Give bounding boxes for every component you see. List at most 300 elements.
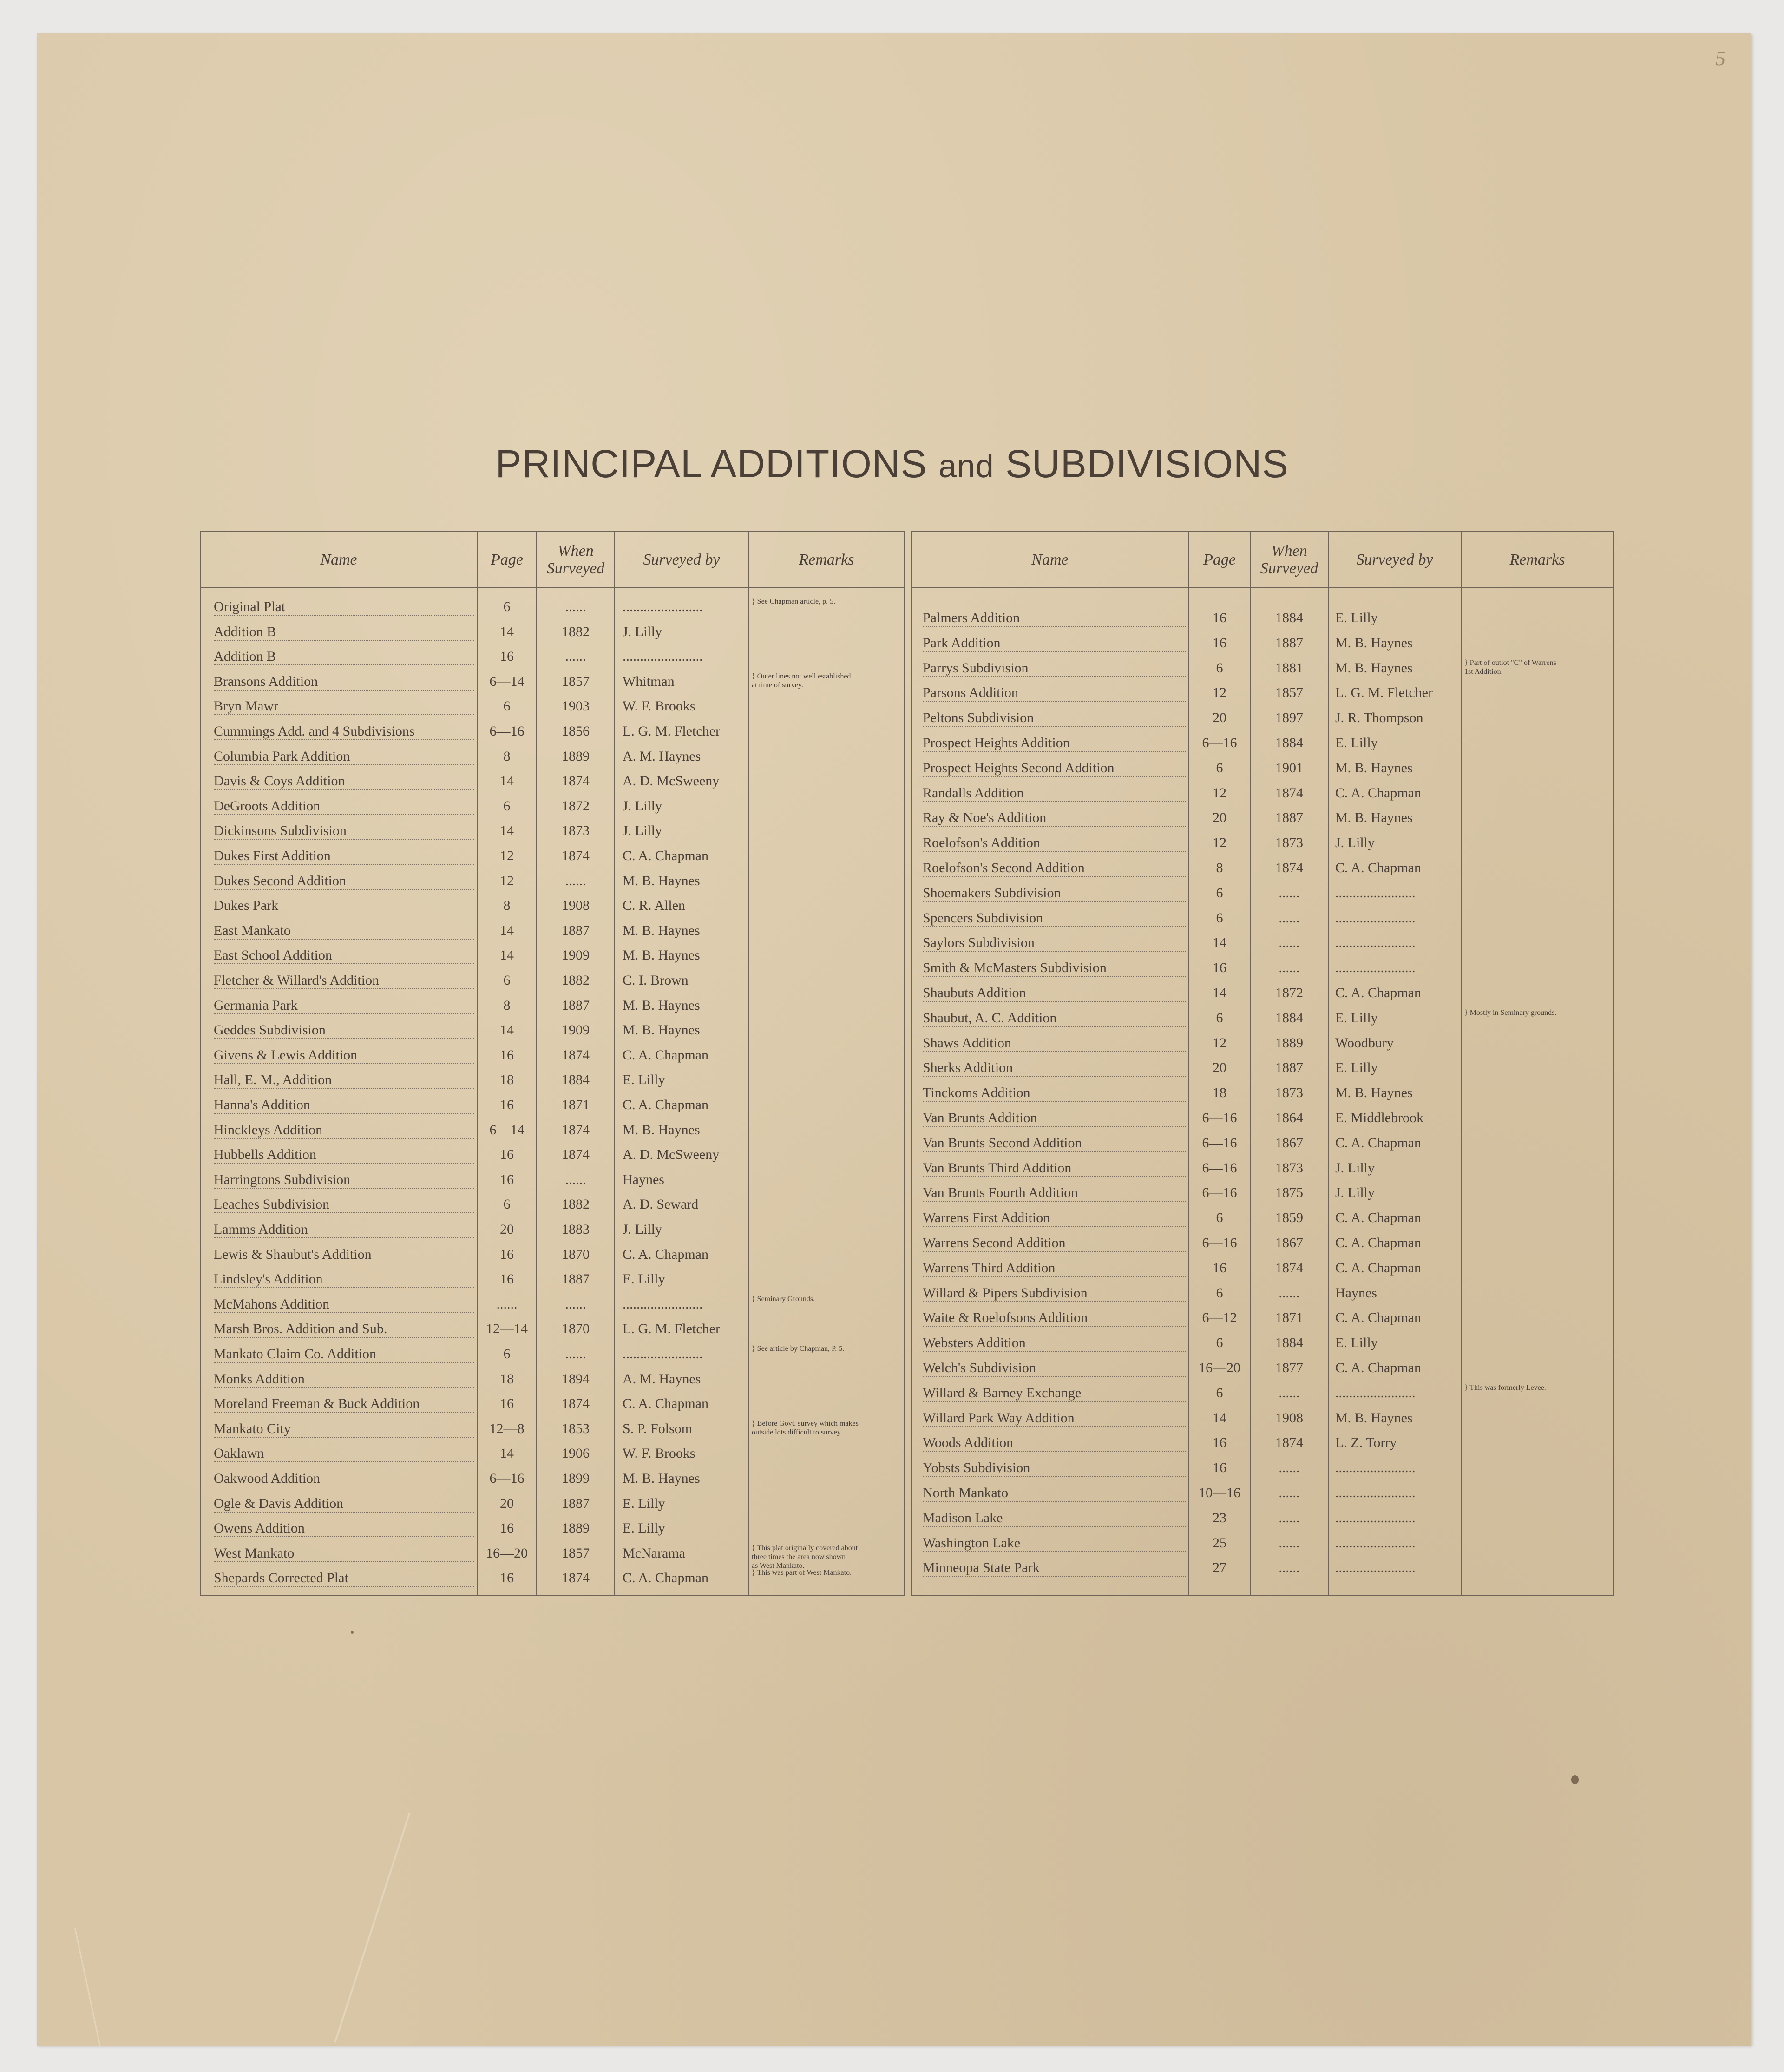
table-row	[912, 756, 1613, 781]
row-surveyed-by: J. R. Thompson	[1335, 710, 1423, 726]
table-row	[201, 1367, 904, 1392]
header-page: Page	[1203, 551, 1236, 568]
row-surveyed-by: A. M. Haynes	[623, 1371, 701, 1387]
row-when-surveyed: 1908	[1275, 1410, 1303, 1426]
table-row	[201, 1316, 904, 1342]
row-when-surveyed: 1874	[562, 1570, 590, 1586]
table-row	[201, 843, 904, 868]
row-when-surveyed: 1884	[1275, 1010, 1303, 1026]
row-when-surveyed: 1867	[1275, 1235, 1303, 1250]
row-page: 14	[500, 922, 514, 938]
row-name: Lamms Addition	[214, 1217, 474, 1238]
table-row	[912, 855, 1613, 881]
row-page: 14	[1213, 935, 1226, 951]
row-name: Woods Addition	[923, 1430, 1186, 1452]
row-surveyed-by: A. M. Haynes	[623, 748, 701, 764]
row-page: ......	[496, 1296, 518, 1312]
row-surveyed-by: Haynes	[623, 1171, 664, 1187]
row-when-surveyed: ......	[565, 1171, 586, 1187]
row-name: Hanna's Addition	[214, 1092, 474, 1114]
row-name: Prospect Heights Addition	[923, 730, 1186, 752]
row-name: Fletcher & Willard's Addition	[214, 968, 474, 989]
row-name: Warrens Third Addition	[923, 1256, 1186, 1277]
row-page: 16	[500, 1047, 514, 1063]
row-name: Cummings Add. and 4 Subdivisions	[214, 719, 474, 740]
row-when-surveyed: 1884	[1275, 1335, 1303, 1351]
row-name: Ray & Noe's Addition	[923, 805, 1186, 827]
row-when-surveyed: 1909	[562, 1022, 590, 1038]
table-row	[912, 830, 1613, 855]
table-row	[912, 1555, 1613, 1580]
header-when-surveyed	[537, 532, 614, 588]
row-name: Bryn Mawr	[214, 694, 474, 715]
row-surveyed-by: M. B. Haynes	[1335, 1085, 1413, 1101]
row-name: Addition B	[214, 644, 474, 665]
row-surveyed-by: E. Middlebrook	[1335, 1110, 1423, 1125]
row-name: Dukes Park	[214, 893, 474, 914]
row-when-surveyed: 1871	[562, 1097, 590, 1112]
row-name: Hubbells Addition	[214, 1142, 474, 1164]
row-surveyed-by: C. A. Chapman	[623, 848, 708, 863]
row-page: 20	[1213, 710, 1226, 726]
row-when-surveyed: 1874	[562, 1396, 590, 1412]
row-page: 16	[1213, 960, 1226, 976]
row-name: Minneopa State Park	[923, 1555, 1186, 1577]
table-row	[912, 781, 1613, 806]
row-page: 16	[1213, 1460, 1226, 1476]
row-surveyed-by: M. B. Haynes	[623, 947, 700, 963]
row-surveyed-by: .......................	[1335, 885, 1416, 901]
row-when-surveyed: 1874	[562, 1147, 590, 1163]
header-when-surveyed	[1251, 532, 1328, 588]
row-name: Givens & Lewis Addition	[214, 1043, 474, 1064]
table-row	[912, 705, 1613, 730]
row-name: McMahons Addition	[214, 1292, 474, 1313]
row-page: 6	[1216, 1335, 1223, 1351]
row-surveyed-by: Whitman	[623, 673, 675, 689]
table-row	[201, 644, 904, 669]
row-when-surveyed: 1882	[562, 624, 590, 639]
row-page: 12—14	[486, 1321, 528, 1337]
row-name: Shaubut, A. C. Addition	[923, 1006, 1186, 1027]
table-row	[912, 1156, 1613, 1181]
row-name: West Mankato	[214, 1541, 474, 1562]
row-name: Davis & Coys Addition	[214, 769, 474, 790]
table-row	[912, 1406, 1613, 1431]
table-row	[201, 918, 904, 943]
row-when-surveyed: 1859	[1275, 1210, 1303, 1226]
table-row	[201, 719, 904, 744]
row-surveyed-by: C. A. Chapman	[623, 1246, 708, 1262]
table-row	[912, 1031, 1613, 1056]
row-page: 20	[500, 1495, 514, 1511]
row-page: 6	[1216, 885, 1223, 901]
row-name: Mankato City	[214, 1416, 474, 1438]
row-when-surveyed: 1857	[562, 1545, 590, 1561]
row-page: 12	[1213, 835, 1226, 851]
table-row	[201, 818, 904, 843]
row-page: 12	[1213, 685, 1226, 701]
row-when-surveyed: 1857	[1275, 685, 1303, 701]
row-page: 16	[500, 1520, 514, 1536]
row-name: Geddes Subdivision	[214, 1018, 474, 1039]
row-surveyed-by: L. G. M. Fletcher	[623, 1321, 720, 1337]
row-when-surveyed: ......	[565, 599, 586, 614]
table-row	[912, 980, 1613, 1006]
row-name: Dukes Second Addition	[214, 868, 474, 890]
row-surveyed-by: .......................	[1335, 1560, 1416, 1576]
row-surveyed-by: E. Lilly	[1335, 610, 1378, 625]
row-name: Shaws Addition	[923, 1031, 1186, 1052]
table-row	[201, 1267, 904, 1292]
table-row	[912, 1531, 1613, 1556]
row-surveyed-by: .......................	[1335, 960, 1416, 976]
row-when-surveyed: 1872	[562, 798, 590, 814]
table-row	[912, 1256, 1613, 1281]
table-row	[912, 1180, 1613, 1205]
row-name: Addition B	[214, 619, 474, 641]
row-when-surveyed: 1870	[562, 1321, 590, 1337]
table-row	[201, 1142, 904, 1167]
row-page: 27	[1213, 1560, 1226, 1576]
header-surveyed-by: Surveyed by	[643, 551, 720, 568]
title-main: PRINCIPAL ADDITIONS	[495, 442, 927, 486]
row-name: East School Addition	[214, 943, 474, 964]
table-row	[912, 680, 1613, 705]
row-surveyed-by: J. Lilly	[623, 823, 662, 839]
row-when-surveyed: 1882	[562, 973, 590, 988]
row-when-surveyed: 1873	[562, 823, 590, 839]
row-surveyed-by: McNarama	[623, 1545, 685, 1561]
row-surveyed-by: A. D. McSweeny	[623, 773, 720, 789]
row-name: Van Brunts Addition	[923, 1105, 1186, 1127]
row-name: Tinckoms Addition	[923, 1080, 1186, 1102]
row-when-surveyed: 1882	[562, 1197, 590, 1212]
row-when-surveyed: ......	[1279, 1485, 1300, 1500]
table-row	[912, 605, 1613, 631]
row-surveyed-by: A. D. McSweeny	[623, 1147, 720, 1163]
row-name: Roelofson's Addition	[923, 830, 1186, 852]
row-page: 14	[500, 823, 514, 839]
row-surveyed-by: M. B. Haynes	[623, 1122, 700, 1138]
row-page: 6—16	[1202, 1135, 1237, 1151]
row-when-surveyed: 1901	[1275, 760, 1303, 776]
row-page: 6—16	[1202, 1110, 1237, 1125]
row-page: 16	[500, 649, 514, 664]
row-name: Spencers Subdivision	[923, 906, 1186, 927]
row-when-surveyed: 1887	[562, 922, 590, 938]
row-name: Marsh Bros. Addition and Sub.	[214, 1316, 474, 1338]
table-row	[201, 794, 904, 819]
row-name: Original Plat	[214, 594, 474, 616]
row-name: Owens Addition	[214, 1516, 474, 1537]
row-surveyed-by: .......................	[623, 649, 703, 664]
table-row	[201, 968, 904, 993]
row-when-surveyed: 1867	[1275, 1135, 1303, 1151]
row-page: 6—12	[1202, 1310, 1237, 1326]
row-when-surveyed: 1887	[562, 1271, 590, 1287]
row-when-surveyed: 1909	[562, 947, 590, 963]
row-surveyed-by: L. G. M. Fletcher	[623, 724, 720, 739]
row-surveyed-by: Haynes	[1335, 1285, 1377, 1301]
header-divider	[201, 587, 904, 588]
row-when-surveyed: 1887	[1275, 1060, 1303, 1076]
header-name: Name	[320, 551, 357, 568]
row-name: Dukes First Addition	[214, 843, 474, 865]
row-page: 14	[500, 773, 514, 789]
row-surveyed-by: M. B. Haynes	[1335, 760, 1413, 776]
row-page: 6	[503, 698, 511, 714]
row-page: 6	[1216, 1385, 1223, 1401]
header-remarks: Remarks	[1509, 551, 1565, 568]
row-surveyed-by: .......................	[623, 599, 703, 614]
row-page: 12—8	[489, 1421, 525, 1436]
row-when-surveyed: 1874	[1275, 1260, 1303, 1276]
row-when-surveyed: ......	[1279, 935, 1300, 951]
row-name: Lewis & Shaubut's Addition	[214, 1242, 474, 1263]
table-row	[912, 631, 1613, 656]
row-when-surveyed: ......	[565, 873, 586, 888]
row-remark: } Part of outlot "C" of Warrens 1st Addition.	[1464, 658, 1556, 676]
row-name: Peltons Subdivision	[923, 705, 1186, 727]
row-name: Van Brunts Third Addition	[923, 1156, 1186, 1177]
table-row	[912, 906, 1613, 931]
row-when-surveyed: 1874	[562, 848, 590, 863]
table-row	[201, 769, 904, 794]
row-remark: } See article by Chapman, P. 5.	[752, 1345, 845, 1353]
row-page: 23	[1213, 1510, 1226, 1526]
row-surveyed-by: C. A. Chapman	[1335, 985, 1421, 1000]
row-surveyed-by: C. R. Allen	[623, 898, 686, 914]
row-name: Shepards Corrected Plat	[214, 1566, 474, 1587]
table-row	[201, 1167, 904, 1192]
row-surveyed-by: M. B. Haynes	[1335, 660, 1413, 676]
table-row	[912, 730, 1613, 756]
row-surveyed-by: .......................	[1335, 1485, 1416, 1500]
row-name: Palmers Addition	[923, 605, 1186, 627]
row-surveyed-by: .......................	[1335, 935, 1416, 951]
table-row	[201, 1043, 904, 1068]
row-when-surveyed: 1884	[1275, 735, 1303, 750]
header-remarks: Remarks	[799, 551, 854, 568]
row-when-surveyed: ......	[1279, 960, 1300, 976]
row-page: 25	[1213, 1535, 1226, 1551]
table-row	[912, 1205, 1613, 1230]
table-row	[201, 1391, 904, 1416]
row-surveyed-by: Woodbury	[1335, 1035, 1394, 1051]
table-row	[912, 930, 1613, 955]
row-page: 6	[1216, 1285, 1223, 1301]
row-page: 6—16	[1202, 735, 1237, 750]
row-name: Warrens Second Addition	[923, 1230, 1186, 1252]
row-page: 6—16	[489, 724, 525, 739]
table-row	[201, 1018, 904, 1043]
row-surveyed-by: .......................	[623, 1296, 703, 1312]
row-surveyed-by: J. Lilly	[1335, 1185, 1375, 1201]
table-row	[201, 1441, 904, 1466]
row-page: 16	[500, 1097, 514, 1112]
table-row	[201, 893, 904, 918]
row-when-surveyed: ......	[1279, 1285, 1300, 1301]
row-name: Parsons Addition	[923, 680, 1186, 702]
table-row	[912, 1305, 1613, 1330]
row-page: 14	[500, 1022, 514, 1038]
row-page: 6	[1216, 660, 1223, 676]
row-name: Sherks Addition	[923, 1055, 1186, 1077]
row-page: 20	[1213, 1060, 1226, 1076]
row-when-surveyed: 1874	[562, 1122, 590, 1138]
row-name: Hinckleys Addition	[214, 1118, 474, 1139]
row-surveyed-by: L. Z. Torry	[1335, 1435, 1397, 1451]
row-surveyed-by: .......................	[1335, 1535, 1416, 1551]
header-when: When	[1271, 542, 1307, 559]
row-when-surveyed: 1889	[562, 1520, 590, 1536]
table-row	[912, 1480, 1613, 1506]
row-when-surveyed: 1871	[1275, 1310, 1303, 1326]
row-page: 6	[503, 1197, 511, 1212]
row-when-surveyed: 1872	[1275, 985, 1303, 1000]
row-surveyed-by: C. A. Chapman	[623, 1396, 708, 1412]
row-page: 6	[1216, 1210, 1223, 1226]
row-when-surveyed: ......	[1279, 1560, 1300, 1576]
row-name: Park Addition	[923, 631, 1186, 652]
table-row	[912, 1230, 1613, 1256]
row-surveyed-by: E. Lilly	[623, 1495, 665, 1511]
header-page: Page	[491, 551, 523, 568]
row-page: 16	[1213, 1260, 1226, 1276]
row-surveyed-by: M. B. Haynes	[623, 997, 700, 1013]
row-page: 16—20	[486, 1545, 528, 1561]
row-remark: } Outer lines not well established at time of survey.	[752, 672, 851, 689]
row-surveyed-by: E. Lilly	[623, 1271, 665, 1287]
row-name: Ogle & Davis Addition	[214, 1491, 474, 1513]
row-name: Oaklawn	[214, 1441, 474, 1462]
row-page: 6—16	[1202, 1185, 1237, 1201]
row-page: 14	[500, 947, 514, 963]
row-page: 6—16	[1202, 1160, 1237, 1176]
row-when-surveyed: ......	[1279, 1385, 1300, 1401]
row-name: Van Brunts Fourth Addition	[923, 1180, 1186, 1202]
row-name: Leaches Subdivision	[214, 1192, 474, 1213]
row-page: 16	[1213, 635, 1226, 651]
row-when-surveyed: 1908	[562, 898, 590, 914]
row-name: Welch's Subdivision	[923, 1355, 1186, 1377]
row-page: 6	[1216, 910, 1223, 926]
row-page: 8	[1216, 860, 1223, 875]
header-surveyed: Surveyed	[1260, 560, 1318, 577]
header-name: Name	[1031, 551, 1069, 568]
row-when-surveyed: ......	[1279, 1535, 1300, 1551]
row-page: 6	[1216, 760, 1223, 776]
row-page: 16—20	[1199, 1360, 1240, 1375]
table-row	[201, 943, 904, 968]
header-surveyed-by: Surveyed by	[1356, 551, 1433, 568]
row-surveyed-by: C. A. Chapman	[623, 1570, 708, 1586]
row-surveyed-by: M. B. Haynes	[1335, 635, 1413, 651]
row-page: 6	[1216, 1010, 1223, 1026]
table-row	[201, 1466, 904, 1491]
row-when-surveyed: 1873	[1275, 835, 1303, 851]
row-name: Mankato Claim Co. Addition	[214, 1342, 474, 1363]
row-when-surveyed: ......	[565, 649, 586, 664]
row-surveyed-by: C. A. Chapman	[1335, 860, 1421, 875]
row-name: Harringtons Subdivision	[214, 1167, 474, 1189]
row-surveyed-by: .......................	[1335, 1385, 1416, 1401]
row-when-surveyed: 1884	[562, 1072, 590, 1088]
row-when-surveyed: 1874	[1275, 860, 1303, 875]
row-surveyed-by: C. A. Chapman	[1335, 785, 1421, 801]
row-when-surveyed: 1887	[1275, 635, 1303, 651]
title-connector: and	[938, 448, 994, 484]
table-row	[201, 1516, 904, 1541]
header-divider	[912, 587, 1613, 588]
row-when-surveyed: 1870	[562, 1246, 590, 1262]
row-page: 12	[500, 873, 514, 888]
row-when-surveyed: 1894	[562, 1371, 590, 1387]
table-row	[201, 1242, 904, 1267]
row-surveyed-by: M. B. Haynes	[623, 873, 700, 888]
row-remark: } This plat originally covered about three times the area now shown as West Mankato.	[752, 1544, 858, 1570]
row-name: Washington Lake	[923, 1531, 1186, 1552]
row-when-surveyed: 1889	[1275, 1035, 1303, 1051]
row-surveyed-by: .......................	[1335, 910, 1416, 926]
row-surveyed-by: .......................	[1335, 1460, 1416, 1476]
table-row	[201, 744, 904, 769]
row-page: 6—16	[489, 1471, 525, 1486]
row-page: 12	[500, 848, 514, 863]
row-name: Randalls Addition	[923, 781, 1186, 802]
row-surveyed-by: E. Lilly	[1335, 1060, 1378, 1076]
row-surveyed-by: E. Lilly	[623, 1520, 665, 1536]
row-remark: } This was part of West Mankato.	[752, 1569, 852, 1577]
row-page: 14	[1213, 1410, 1226, 1426]
row-page: 16	[500, 1147, 514, 1163]
table-row	[201, 694, 904, 719]
row-name: Dickinsons Subdivision	[214, 818, 474, 840]
row-name: Yobsts Subdivision	[923, 1455, 1186, 1477]
title-end: SUBDIVISIONS	[1005, 442, 1289, 486]
row-name: Willard & Barney Exchange	[923, 1381, 1186, 1402]
row-name: Germania Park	[214, 993, 474, 1014]
row-surveyed-by: J. Lilly	[1335, 1160, 1375, 1176]
row-surveyed-by: J. Lilly	[623, 798, 662, 814]
row-surveyed-by: .......................	[1335, 1510, 1416, 1526]
table-row	[912, 1105, 1613, 1131]
row-when-surveyed: ......	[1279, 1460, 1300, 1476]
row-surveyed-by: M. B. Haynes	[1335, 810, 1413, 826]
table-row	[912, 1281, 1613, 1306]
row-when-surveyed: 1874	[562, 773, 590, 789]
row-page: 12	[1213, 785, 1226, 801]
row-page: 16	[1213, 1435, 1226, 1451]
row-name: Roelofson's Second Addition	[923, 855, 1186, 877]
right-table	[911, 531, 1614, 1596]
row-name: Lindsley's Addition	[214, 1267, 474, 1288]
row-name: Warrens First Addition	[923, 1205, 1186, 1227]
table-row	[201, 1092, 904, 1118]
table-row	[912, 1506, 1613, 1531]
row-page: 8	[503, 748, 511, 764]
table-row	[201, 1067, 904, 1092]
row-when-surveyed: 1873	[1275, 1160, 1303, 1176]
row-when-surveyed: 1906	[562, 1446, 590, 1461]
row-surveyed-by: C. A. Chapman	[1335, 1235, 1421, 1250]
row-surveyed-by: L. G. M. Fletcher	[1335, 685, 1433, 701]
table-row	[912, 1455, 1613, 1480]
row-surveyed-by: M. B. Haynes	[1335, 1410, 1413, 1426]
row-page: 16	[500, 1246, 514, 1262]
row-when-surveyed: 1883	[562, 1222, 590, 1237]
